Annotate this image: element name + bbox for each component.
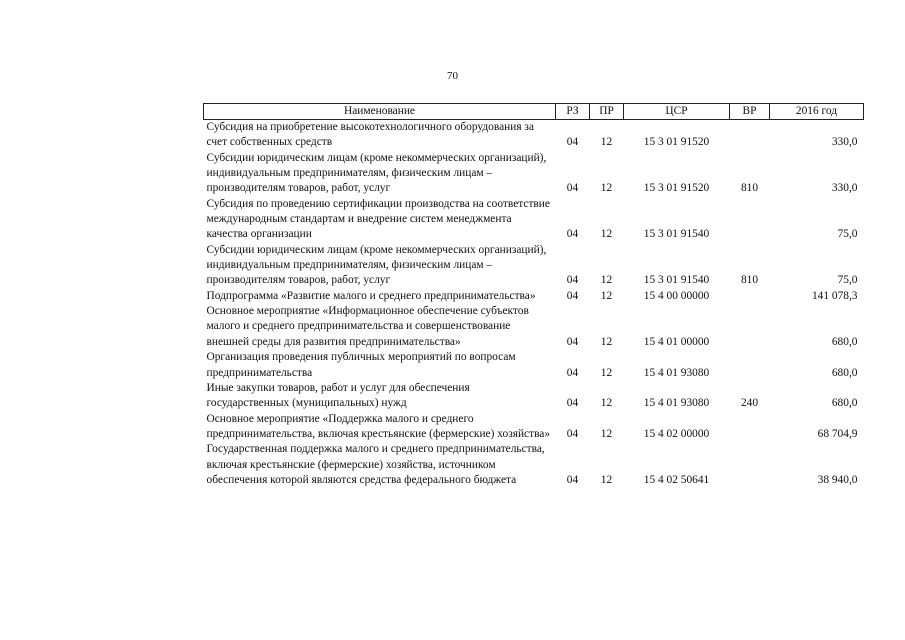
table-body bbox=[204, 120, 864, 489]
row-csr: 15 4 02 00000 bbox=[643, 427, 710, 440]
row-rz: 04 bbox=[566, 274, 579, 287]
row-pr: 12 bbox=[600, 366, 613, 379]
row-rz: 04 bbox=[566, 473, 579, 486]
row-name: Организация проведения публичных мероприятий по вопросам предпринимательства bbox=[206, 351, 516, 379]
table-row bbox=[204, 350, 864, 381]
row-amount: 680,0 bbox=[831, 335, 858, 348]
row-pr: 12 bbox=[600, 289, 613, 302]
row-rz: 04 bbox=[566, 136, 579, 149]
row-vr: 240 bbox=[740, 397, 759, 410]
row-amount: 75,0 bbox=[837, 228, 858, 241]
header-pr: ПР bbox=[590, 104, 624, 120]
row-name: Основное мероприятие «Поддержка малого и среднего предпринимательства, включая крестьянские (фермерские) хозяйства» bbox=[206, 412, 551, 440]
table-row bbox=[204, 412, 864, 443]
budget-table bbox=[203, 103, 864, 488]
row-name: Субсидия по проведению сертификации производства на соответствие международным стандартам и внедрение систем менеджмента качества организации bbox=[206, 197, 550, 241]
table-row bbox=[204, 304, 864, 350]
header-year: 2016 год bbox=[770, 104, 864, 120]
row-pr: 12 bbox=[600, 427, 613, 440]
row-pr: 12 bbox=[600, 397, 613, 410]
table-row bbox=[204, 120, 864, 151]
row-amount: 330,0 bbox=[831, 182, 858, 195]
row-rz: 04 bbox=[566, 335, 579, 348]
row-name: Основное мероприятие «Информационное обеспечение субъектов малого и среднего предпринимательства и совершенствование внешней среды для развития предпринимательства» bbox=[206, 305, 529, 348]
table-row bbox=[204, 289, 864, 304]
table-row bbox=[204, 381, 864, 412]
row-amount: 38 940,0 bbox=[817, 473, 858, 486]
row-pr: 12 bbox=[600, 182, 613, 195]
row-vr: 810 bbox=[740, 274, 759, 287]
row-pr: 12 bbox=[600, 136, 613, 149]
row-amount: 141 078,3 bbox=[811, 289, 858, 302]
header-row bbox=[204, 104, 864, 120]
row-pr: 12 bbox=[600, 274, 613, 287]
row-csr: 15 4 02 50641 bbox=[643, 473, 710, 486]
row-pr: 12 bbox=[600, 473, 613, 486]
row-vr: 810 bbox=[740, 182, 759, 195]
table-row bbox=[204, 197, 864, 243]
table-row bbox=[204, 442, 864, 488]
row-name: Иные закупки товаров, работ и услуг для обеспечения государственных (муниципальных) нужд bbox=[206, 381, 470, 410]
row-vr bbox=[730, 350, 770, 381]
row-csr: 15 4 01 00000 bbox=[643, 335, 710, 348]
header-csr: ЦСР bbox=[624, 104, 730, 120]
header-rz: РЗ bbox=[556, 104, 590, 120]
row-vr bbox=[730, 304, 770, 350]
row-csr: 15 3 01 91540 bbox=[643, 228, 710, 241]
row-name: Субсидии юридическим лицам (кроме некоммерческих организаций), индивидуальным предпринимателям, физическим лицам – производителям товаров, работ, услуг bbox=[206, 151, 547, 195]
row-csr: 15 4 00 00000 bbox=[643, 289, 710, 302]
row-name: Субсидия на приобретение высокотехнологичного оборудования за счет собственных средств bbox=[206, 121, 534, 149]
row-pr: 12 bbox=[600, 228, 613, 241]
row-vr bbox=[730, 120, 770, 151]
row-amount: 680,0 bbox=[831, 366, 858, 379]
row-name: Государственная поддержка малого и среднего предпринимательства, включая крестьянские (фермерские) хозяйства, источником обеспечения которой являются средства федерального бюджета bbox=[206, 443, 545, 486]
row-name: Подпрограмма «Развитие малого и среднего предпринимательства» bbox=[206, 289, 536, 302]
row-rz: 04 bbox=[566, 427, 579, 440]
row-rz: 04 bbox=[566, 289, 579, 302]
row-vr bbox=[730, 197, 770, 243]
header-name: Наименование bbox=[204, 104, 556, 120]
table-row bbox=[204, 151, 864, 197]
row-amount: 75,0 bbox=[837, 274, 858, 287]
row-pr: 12 bbox=[600, 335, 613, 348]
row-rz: 04 bbox=[566, 228, 579, 241]
row-amount: 330,0 bbox=[831, 136, 858, 149]
row-csr: 15 4 01 93080 bbox=[643, 366, 710, 379]
row-rz: 04 bbox=[566, 182, 579, 195]
row-vr bbox=[730, 412, 770, 443]
row-csr: 15 4 01 93080 bbox=[643, 397, 710, 410]
row-csr: 15 3 01 91520 bbox=[643, 136, 710, 149]
row-csr: 15 3 01 91520 bbox=[643, 182, 710, 195]
page-number: 70 bbox=[447, 70, 458, 82]
table-row bbox=[204, 243, 864, 289]
row-name: Субсидии юридическим лицам (кроме некоммерческих организаций), индивидуальным предпринимателям, физическим лицам – производителям товаров, работ, услуг bbox=[206, 243, 547, 287]
row-csr: 15 3 01 91540 bbox=[643, 274, 710, 287]
row-amount: 68 704,9 bbox=[817, 427, 858, 440]
row-rz: 04 bbox=[566, 397, 579, 410]
table-header bbox=[204, 104, 864, 120]
row-vr bbox=[730, 289, 770, 304]
row-vr bbox=[730, 442, 770, 488]
header-vr: ВР bbox=[730, 104, 770, 120]
row-amount: 680,0 bbox=[831, 397, 858, 410]
row-rz: 04 bbox=[566, 366, 579, 379]
